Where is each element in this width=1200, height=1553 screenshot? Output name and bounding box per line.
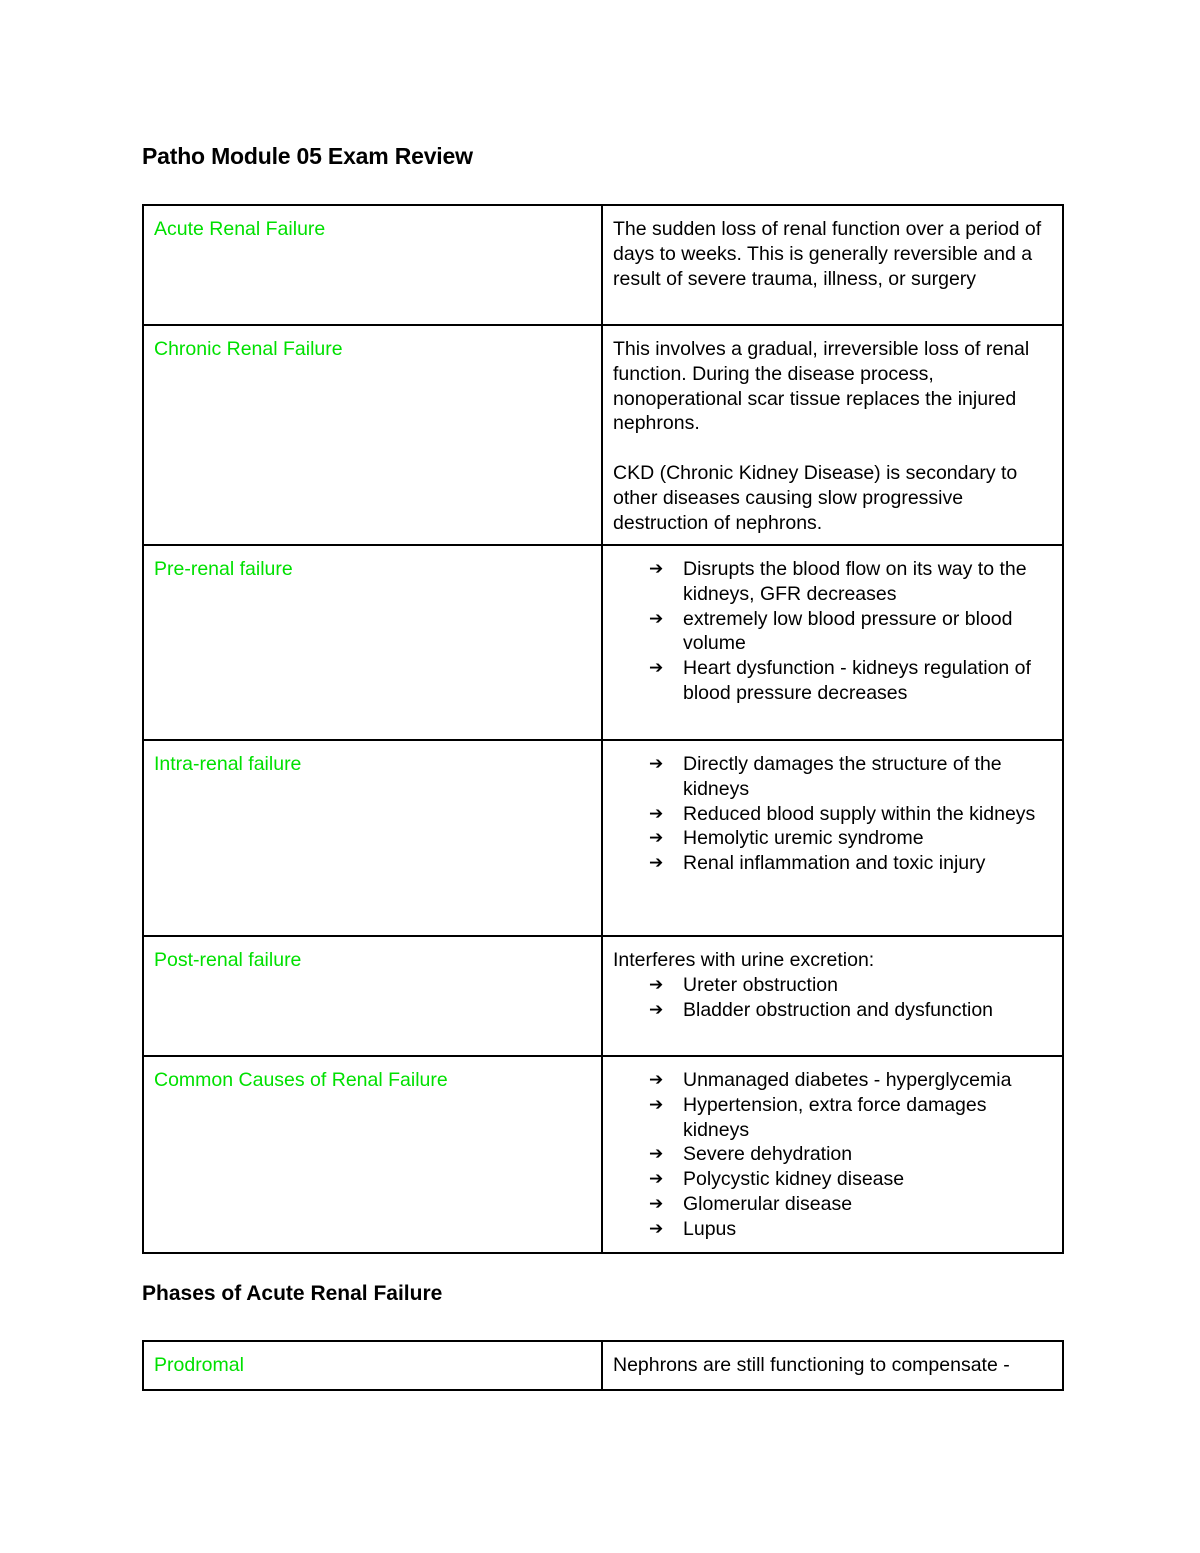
arrow-bullet-icon: ➔ [649,828,664,848]
arrow-bullet-icon: ➔ [649,1169,664,1189]
definition-cell [602,1341,1063,1390]
term-label: Acute Renal Failure [154,218,326,240]
term-cell [143,936,602,1056]
arrow-bullet-icon: ➔ [649,1094,664,1114]
list-item [649,973,1052,998]
list-item-text: Glomerular disease [683,1192,853,1215]
arrow-bullet-icon: ➔ [649,608,664,628]
arrow-bullet-icon: ➔ [649,559,664,578]
table-row [143,1056,1063,1253]
definition-cell [602,740,1063,936]
table-row [143,205,1063,325]
term-cell [143,205,602,325]
list-item [649,752,1052,802]
definition-text: Nephrons are still functioning to compensate - [613,1354,1010,1376]
list-item-text: Hypertension, extra force damages kidneys [683,1093,987,1141]
arrow-bullet-icon: ➔ [649,658,664,678]
phases-table [142,1340,1064,1391]
table-row [143,545,1063,740]
list-item [649,656,1052,706]
list-item-text: Severe dehydration [683,1143,853,1166]
list-item-text: Ureter obstruction [683,973,838,996]
arrow-bullet-icon: ➔ [649,853,664,873]
definition-text: This involves a gradual, irreversible loss of renal function. During the disease process, nonoperational scar tissue replaces the injured nephrons. [613,338,1030,435]
list-item-text: Unmanaged diabetes - hyperglycemia [683,1069,1012,1091]
renal-failure-table [142,204,1064,1254]
term-label: Prodromal [154,1354,244,1376]
arrow-bullet-icon: ➔ [649,974,664,994]
list-item [649,826,1052,851]
term-cell [143,740,602,936]
list-item [649,1167,1052,1192]
definition-text: Interferes with urine excretion: [613,949,875,971]
arrow-bullet-icon: ➔ [649,1218,664,1238]
definition-text: The sudden loss of renal function over a period of days to weeks. This is generally reversible and a result of severe trauma, illness, or surgery [613,218,1042,290]
list-item [649,998,1052,1023]
term-label: Chronic Renal Failure [154,338,343,360]
list-item-text: Heart dysfunction - kidneys regulation of blood pressure decreases [683,657,1031,704]
list-item [649,1192,1052,1217]
term-label: Pre-renal failure [154,558,293,580]
arrow-bullet-icon: ➔ [649,1144,664,1164]
arrow-bullet-icon: ➔ [649,803,664,823]
list-item-text: Polycystic kidney disease [683,1168,905,1191]
bullet-list [613,973,1052,1023]
list-item-text: Renal inflammation and toxic injury [683,852,986,875]
list-item [649,851,1052,876]
table-row [143,740,1063,936]
definition-cell [602,1056,1063,1253]
list-item [649,1217,1052,1242]
term-cell [143,325,602,545]
bullet-list [613,1068,1052,1242]
list-item [649,1068,1052,1093]
bullet-list [613,752,1052,876]
arrow-bullet-icon: ➔ [649,1193,664,1213]
term-cell [143,1056,602,1253]
list-item [649,1142,1052,1167]
term-cell [143,1341,602,1390]
list-item-text: Lupus [683,1217,737,1240]
list-item-text: Directly damages the structure of the kidneys [683,753,1002,800]
term-label: Post-renal failure [154,949,302,971]
document-title: Patho Module 05 Exam Review [142,143,473,169]
arrow-bullet-icon: ➔ [649,754,664,773]
list-item-text: Bladder obstruction and dysfunction [683,998,994,1021]
definition-text: CKD (Chronic Kidney Disease) is secondary to other diseases causing slow progressive destruction of nephrons. [613,461,1018,534]
bullet-list [613,557,1052,706]
term-cell [143,545,602,740]
definition-cell [602,936,1063,1056]
arrow-bullet-icon: ➔ [649,999,664,1019]
table-row [143,1341,1063,1390]
list-item-text: Hemolytic uremic syndrome [683,827,924,850]
definition-cell [602,545,1063,740]
list-item-text: Disrupts the blood flow on its way to the kidneys, GFR decreases [683,558,1027,605]
table-row [143,325,1063,545]
table-row [143,936,1063,1056]
list-item [649,802,1052,827]
term-label: Intra-renal failure [154,753,302,775]
definition-cell [602,205,1063,325]
section-title: Phases of Acute Renal Failure [142,1282,443,1305]
term-label: Common Causes of Renal Failure [154,1069,448,1091]
definition-cell [602,325,1063,545]
list-item [649,557,1052,607]
list-item-text: Reduced blood supply within the kidneys [683,802,1036,825]
arrow-bullet-icon: ➔ [649,1070,664,1089]
list-item [649,607,1052,657]
list-item [649,1093,1052,1143]
list-item-text: extremely low blood pressure or blood volume [683,607,1013,655]
